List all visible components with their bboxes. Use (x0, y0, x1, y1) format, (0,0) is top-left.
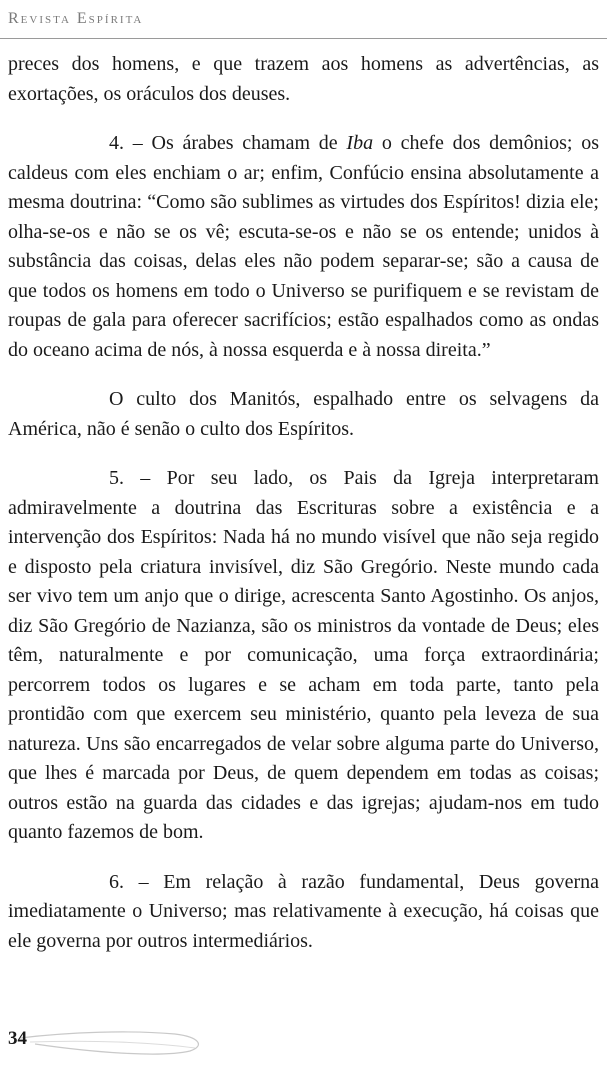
paragraph-3 (8, 385, 599, 444)
paragraph-5-text: 6. – Em relação à razão fundamental, Deus governa imediatamente o Universo; mas relativamente à execução, há coisas que ele governa por outros intermediários. (8, 870, 599, 952)
paragraph-5 (8, 868, 599, 957)
paragraph-1 (8, 50, 599, 109)
paragraph-1-text: preces dos homens, e que trazem aos homens as advertências, as exortações, os oráculos dos deuses. (8, 53, 599, 105)
paragraph-2 (8, 129, 599, 365)
paragraph-2-text-a: 4. – Os árabes chamam de (109, 132, 347, 154)
paragraph-2-italic-term: Iba (346, 132, 374, 154)
page-number-ornament (0, 1024, 210, 1060)
running-head-title: Revista Espírita (8, 10, 144, 27)
page-number: 34 (8, 1028, 27, 1049)
body-text (8, 50, 599, 976)
paragraph-4 (8, 464, 599, 848)
header-rule (0, 38, 607, 39)
paragraph-4-text: 5. – Por seu lado, os Pais da Igreja interpretaram admiravelmente a doutrina das Escrituras sobre a existência e a intervenção dos Espíritos: Nada há no mundo visível que não seja regido e disposto pela criatura invisível, diz São Gregório. Neste mundo cada ser vivo tem um anjo que o dirige, acrescenta Santo Agostinho. Os anjos, diz São Gregório de Nazianza, são os ministros da vontade de Deus; eles têm, naturalmente e por comunicação, uma força extraordinária; percorrem todos os lugares e se acham em toda parte, tanto pela prontidão com que exercem seu ministério, quanto pela leveza de sua natureza. Uns são encarregados de velar sobre alguma parte do Universo, que lhes é marcada por Deus, de quem dependem em todas as coisas; outros estão na guarda das cidades e das igrejas; ajudam-nos em tudo quanto fazemos de bom. (8, 467, 599, 843)
paragraph-3-text: O culto dos Manitós, espalhado entre os selvagens da América, não é senão o culto dos Espíritos. (8, 388, 599, 440)
paragraph-2-text-b: o chefe dos demônios; os caldeus com eles enchiam o ar; enfim, Confúcio ensina absolutamente a mesma doutrina: “Como são sublimes as virtudes dos Espíritos! dizia ele; olha-se-os e não se os vê; escuta-se-os e não se os entende; unidos à substância das coisas, delas eles não podem separar-se; são a causa de que todos os homens em todo o Universo se purifiquem e se revistam de roupas de gala para oferecer sacrifícios; estão espalhados como as ondas do oceano acima de nós, à nossa esquerda e à nossa direita.” (8, 132, 600, 361)
